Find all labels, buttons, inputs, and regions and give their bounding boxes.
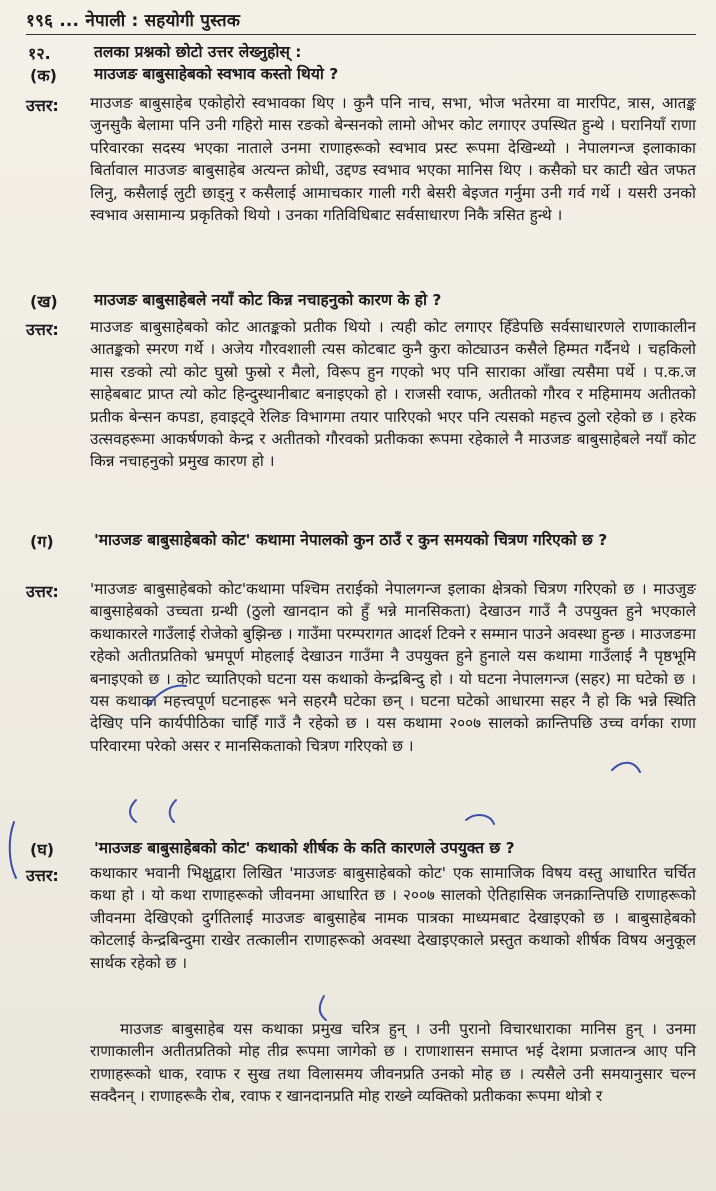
question-letter-ga: (ग) [30, 532, 54, 551]
answer-label-ka: उत्तर: [26, 96, 59, 115]
header-rule [26, 34, 696, 35]
question-letter-ka: (क) [30, 66, 57, 85]
answer-label-kha: उत्तर: [26, 320, 59, 339]
question-instruction: तलका प्रश्नको छोटो उत्तर लेख्नुहोस् : [94, 43, 302, 61]
question-ga: 'माउजङ बाबुसाहेबको कोट' कथामा नेपालको कुन ठाउँ र कुन समयको चित्रण गरिएको छ ? [94, 531, 608, 549]
question-letter-kha: (ख) [30, 292, 58, 311]
answer-gha-paragraph-2: माउजङ बाबुसाहेब यस कथाका प्रमुख चरित्र हुन् । उनी पुरानो विचारधाराका मानिस हुन् । उनमा राणाकालीन अतीतप्रतिको मोह तीव्र रूपमा जागेको छ । राणाशासन समाप्त भई देशमा प्रजातन्त्र आए पनि राणाहरूको धाक, रवाफ र सुख तथा विलासमय जीवनप्रति उनको मोह छ । त्यसैले उनी समयानुसार चल्न सक्दैनन् । राणाहरूकै रोब, रवाफ र खानदानप्रति मोह राख्ने व्यक्तिको प्रतीकका रूपमा थोत्रो र [90, 1020, 696, 1106]
question-ka: माउजङ बाबुसाहेबको स्वभाव कस्तो थियो ? [94, 65, 339, 83]
question-letter-gha: (घ) [30, 840, 55, 859]
answer-gha: कथाकार भवानी भिक्षुद्वारा लिखित 'माउजङ बाबुसाहेबको कोट' एक सामाजिक विषय वस्तु आधारित चर्चित कथा हो । यो कथा राणाहरूको जीवनमा आधारित छ । २००७ सालको ऐतिहासिक जनक्रान्तिपछि राणाहरूको जीवनमा देखिएको दुर्गतिलाई माउजङ बाबुसाहेब नामक पात्रका माध्यमबाट देखाइएको छ । बाबुसाहेबको कोटलाई केन्द्रबिन्दुमा राखेर तत्कालीन राणाहरूको अवस्था देखाइएकाले प्रस्तुत कथाको शीर्षक विषय अनुकूल सार्थक रहेको छ । [90, 864, 696, 972]
answer-ka: माउजङ बाबुसाहेब एकोहोरो स्वभावका थिए । कुनै पनि नाच, सभा, भोज भतेरमा वा मारपिट, त्रास, आतङ्क जुनसुकै बेलामा पनि उनी गहिरो मास रङको बेन्सनको लामो ओभर कोट लगाएर उपस्थित हुन्थे । घरानियाँ राणा परिवारका सदस्य भएका नाताले उनमा राणाहरूको स्वभाव प्रस्ट रूपमा देखिन्थ्यो । नेपालगन्ज इलाकाका बिर्तावाल माउजङ बाबुसाहेब अत्यन्त क्रोधी, उद्दण्ड स्वभाव भएका मानिस थिए । कसैको घर काटी खेत जफत लिनु, कसैलाई लुटी छाड्नु र कसैलाई आमाचकार गाली गरी बेसरी बेइजत गर्नुमा उनी गर्व गर्थे । यसरी उनको स्वभाव असामान्य प्रकृतिको थियो । उनका गतिविधिबाट सर्वसाधारण निकै त्रसित हुन्थे । [90, 94, 696, 225]
answer-ga: 'माउजङ बाबुसाहेबको कोट'कथामा पश्चिम तराईको नेपालगन्ज इलाका क्षेत्रको चित्रण गरिएको छ । माउजुङ बाबुसाहेबको उच्चता ग्रन्थी (ठुलो खानदान को हुँ भन्ने मानसिकता) देखाउन गाउँ नै उपयुक्त हुने भएकाले कथाकारले गाउँलाई रोजेको बुझिन्छ । गाउँमा परम्परागत आदर्श टिक्ने र सम्मान पाउने अवस्था हुन्छ । माउजङमा रहेको अतीतप्रतिको भ्रमपूर्ण मोहलाई देखाउन गाउँमा नै उपयुक्त हुने हुनाले यस कथामा गाउँलाई नै पृष्ठभूमि बनाइएको छ । कोट च्यातिएको घटना यस कथाको केन्द्रबिन्दु हो । यो घटना नेपालगन्ज (सहर) मा घटेको छ । यस कथाका महत्त्वपूर्ण घटनाहरू भने सहरमै घटेका छन् । घटना घटेको आधारमा सहर नै हो कि भन्ने स्थिति देखिए पनि कार्यपीठिका चाहिँ गाउँ नै रहेको छ । यस कथामा २००७ सालको क्रान्तिपछि उच्च वर्गका राणा परिवारमा परेको असर र मानसिकताको चित्रण गरिएको छ । [90, 580, 696, 755]
page-header: १९६ ... नेपाली : सहयोगी पुस्तक [26, 11, 241, 31]
pen-bracket-mark [10, 822, 16, 878]
answer-label-gha: उत्तर: [26, 866, 59, 885]
question-gha: 'माउजङ बाबुसाहेबको कोट' कथाको शीर्षक के कति कारणले उपयुक्त छ ? [94, 839, 515, 857]
question-number: १२. [28, 44, 51, 63]
question-kha: माउजङ बाबुसाहेबले नयाँ कोट किन्न नचाहनुको कारण के हो ? [94, 291, 442, 309]
answer-label-ga: उत्तर: [26, 582, 59, 601]
answer-kha: माउजङ बाबुसाहेबको कोट आतङ्कको प्रतीक थियो । त्यही कोट लगाएर हिँडेपछि सर्वसाधारणले राणाकालीन आतङ्कको स्मरण गर्थे । अजेय गौरवशाली त्यस कोटबाट कुनै कुरा कोट्याउन कसैले हिम्मत गर्दैनथे । चहकिलो मास रङको त्यो कोट घुस्रो फुस्रो र मैलो, विरूप हुन गएको भए पनि साराका आँखा त्यसैमा पर्थे । प.क.ज साहेबबाट प्राप्त त्यो कोट हिन्दुस्थानीबाट बनाइएको हो । राजसी रवाफ, अतीतको गौरव र महिमामय अतीतको प्रतीक बेन्सन कपडा, हवाइट्वे रेलिङ विभागमा तयार पारिएको भएर पनि त्यसको महत्त्व ठुलो रहेको छ । हरेक उत्सवहरूमा आकर्षणको केन्द्र र अतीतको गौरवको प्रतीकका रूपमा रहेकाले नै माउजङ बाबुसाहेबले नयाँ कोट किन्न नचाहनुको प्रमुख कारण हो । [90, 318, 696, 471]
